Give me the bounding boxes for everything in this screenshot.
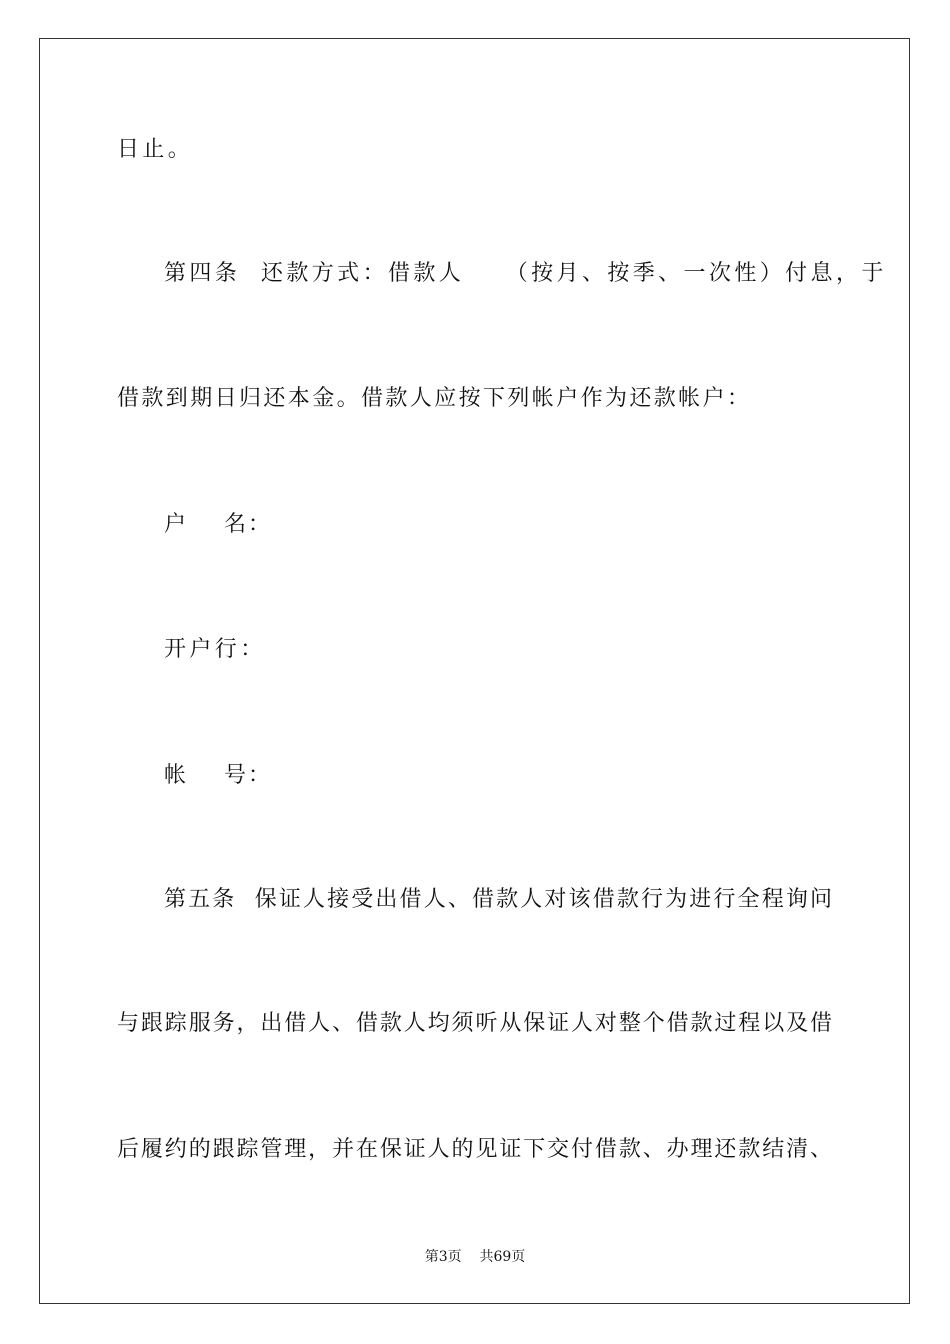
account-name-label: 户 名： <box>164 512 272 537</box>
article-5-heading-line: 第五条 保证人接受出借人、借款人对该借款行为进行全程询问 <box>164 887 832 912</box>
article-5-body-line-2: 后履约的跟踪管理，并在保证人的见证下交付借款、办理还款结清、 <box>117 1137 832 1162</box>
page-number-footer: 第3页 共69页 <box>424 1249 526 1265</box>
article-4-body-line: 借款到期日归还本金。借款人应按下列帐户作为还款帐户： <box>117 386 749 411</box>
page-border <box>39 38 910 1304</box>
paragraph-line-1: 日止。 <box>117 137 194 162</box>
bank-branch-label: 开户行： <box>164 637 266 662</box>
account-number-label: 帐 号： <box>164 763 272 788</box>
article-5-body-line-1: 与跟踪服务，出借人、借款人均须听从保证人对整个借款过程以及借 <box>117 1011 832 1036</box>
article-4-heading-line: 第四条 还款方式：借款人 （按月、按季、一次性）付息，于 <box>164 261 887 286</box>
